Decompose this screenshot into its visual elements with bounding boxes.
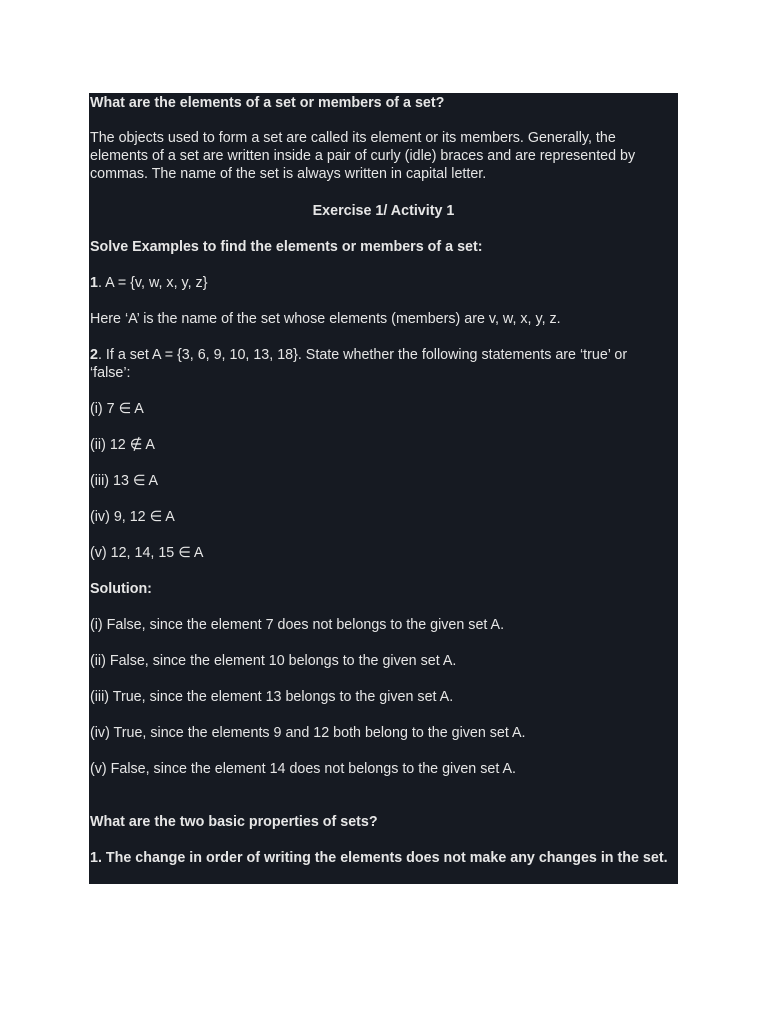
- example-2-number: 2: [90, 347, 98, 363]
- solution-item: (ii) False, since the element 10 belongs to the given set A.: [90, 653, 457, 669]
- example-2: [90, 346, 670, 382]
- statement-item: (i) 7 ∈ A: [90, 401, 144, 417]
- statement-item: (ii) 12 ∉ A: [90, 437, 155, 453]
- example-2-text: . If a set A = {3, 6, 9, 10, 13, 18}. State whether the following statements are ‘true’ or ‘false’:: [90, 347, 628, 381]
- solution-label: Solution:: [90, 581, 152, 597]
- section-heading-elements: What are the elements of a set or members of a set?: [90, 95, 445, 111]
- example-1-text: . A = {v, w, x, y, z}: [97, 275, 208, 291]
- statement-item: (v) 12, 14, 15 ∈ A: [90, 545, 204, 561]
- example-1-number: 1: [90, 275, 98, 291]
- property-1: 1. The change in order of writing the elements does not make any changes in the set.: [90, 850, 668, 866]
- intro-paragraph: The objects used to form a set are called its element or its members. Generally, the elements of a set are written inside a pair of curly (idle) braces and are represented by commas. The name of the set is always written in capital letter.: [90, 130, 636, 182]
- solve-examples-heading: Solve Examples to find the elements or members of a set:: [90, 239, 483, 255]
- exercise-title: Exercise 1/ Activity 1: [312, 203, 455, 219]
- content-panel: [89, 93, 678, 884]
- solution-item: (iv) True, since the elements 9 and 12 both belong to the given set A.: [90, 725, 526, 741]
- section-heading-properties: What are the two basic properties of sets?: [90, 814, 378, 830]
- solution-item: (iii) True, since the element 13 belongs to the given set A.: [90, 689, 454, 705]
- solution-item: (i) False, since the element 7 does not belongs to the given set A.: [90, 617, 505, 633]
- statement-item: (iii) 13 ∈ A: [90, 473, 159, 489]
- example-1: [90, 274, 670, 292]
- solution-item: (v) False, since the element 14 does not belongs to the given set A.: [90, 761, 516, 777]
- statement-item: (iv) 9, 12 ∈ A: [90, 509, 175, 525]
- example-1-explanation: Here ‘A’ is the name of the set whose elements (members) are v, w, x, y, z.: [90, 311, 561, 327]
